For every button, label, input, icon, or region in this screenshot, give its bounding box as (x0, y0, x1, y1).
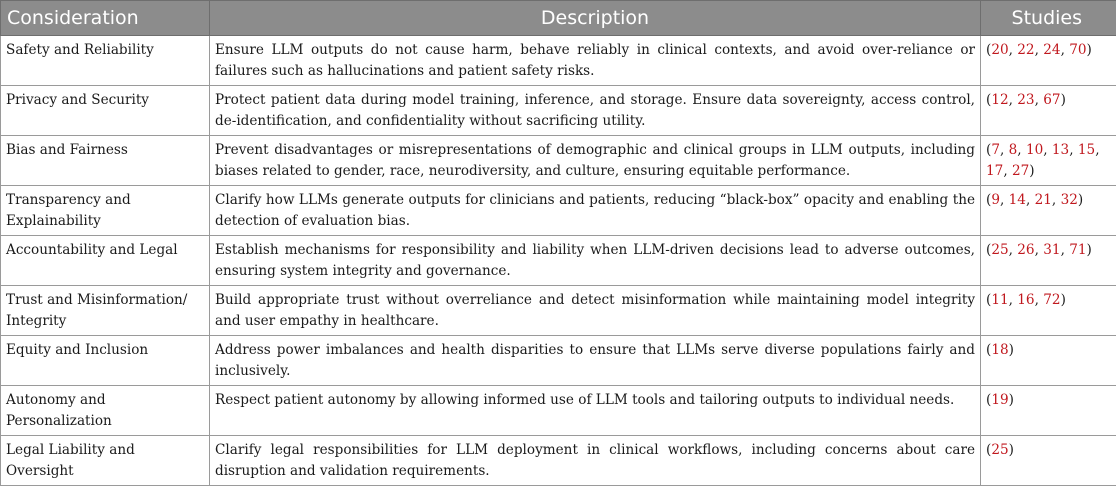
study-reference-link[interactable]: 10 (1026, 142, 1043, 158)
table-row (1, 236, 1116, 286)
study-reference-link[interactable]: 19 (991, 392, 1008, 408)
study-reference-link[interactable]: 23 (1017, 92, 1034, 108)
table-row (1, 36, 1116, 86)
consideration-cell: Legal Liability and Oversight (1, 436, 210, 486)
studies-cell: (20, 22, 24, 70) (981, 36, 1116, 86)
study-reference-link[interactable]: 9 (991, 192, 1000, 208)
consideration-cell: Accountability and Legal (1, 236, 210, 286)
study-reference-link[interactable]: 18 (991, 342, 1008, 358)
consideration-cell: Transparency and Explainability (1, 186, 210, 236)
table-row (1, 86, 1116, 136)
description-cell: Protect patient data during model training, inference, and storage. Ensure data sovereignty, access control, de-identification, and confidentiality without sacrificing utility. (210, 86, 981, 136)
study-reference-link[interactable]: 26 (1017, 242, 1034, 258)
studies-cell: (12, 23, 67) (981, 86, 1116, 136)
description-cell: Establish mechanisms for responsibility and liability when LLM-driven decisions lead to adverse outcomes, ensuring system integrity and governance. (210, 236, 981, 286)
consideration-cell: Privacy and Security (1, 86, 210, 136)
description-cell: Ensure LLM outputs do not cause harm, behave reliably in clinical contexts, and avoid over-reliance or failures such as hallucinations and patient safety risks. (210, 36, 981, 86)
study-reference-link[interactable]: 15 (1078, 142, 1095, 158)
table-row (1, 136, 1116, 186)
study-reference-link[interactable]: 72 (1043, 292, 1060, 308)
studies-cell: (19) (981, 386, 1116, 436)
study-reference-link[interactable]: 8 (1009, 142, 1018, 158)
consideration-cell: Safety and Reliability (1, 36, 210, 86)
studies-cell: (9, 14, 21, 32) (981, 186, 1116, 236)
study-reference-link[interactable]: 20 (991, 42, 1008, 58)
study-reference-link[interactable]: 14 (1009, 192, 1026, 208)
header-studies: Studies (981, 1, 1116, 36)
table-row (1, 336, 1116, 386)
table-row (1, 286, 1116, 336)
table-header (1, 1, 1116, 36)
study-reference-link[interactable]: 16 (1017, 292, 1034, 308)
consideration-cell: Trust and Misinformation/ Integrity (1, 286, 210, 336)
consideration-cell: Bias and Fairness (1, 136, 210, 186)
study-reference-link[interactable]: 24 (1043, 42, 1060, 58)
table-body (1, 36, 1116, 486)
description-cell: Clarify how LLMs generate outputs for clinicians and patients, reducing “black-box” opacity and enabling the detection of evaluation bias. (210, 186, 981, 236)
study-reference-link[interactable]: 70 (1069, 42, 1086, 58)
studies-cell: (7, 8, 10, 13, 15, 17, 27) (981, 136, 1116, 186)
studies-cell: (25, 26, 31, 71) (981, 236, 1116, 286)
studies-cell: (18) (981, 336, 1116, 386)
study-reference-link[interactable]: 67 (1043, 92, 1060, 108)
study-reference-link[interactable]: 17 (986, 163, 1003, 179)
study-reference-link[interactable]: 12 (991, 92, 1008, 108)
description-cell: Build appropriate trust without overreliance and detect misinformation while maintaining model integrity and user empathy in healthcare. (210, 286, 981, 336)
table-row (1, 186, 1116, 236)
header-description: Description (210, 1, 981, 36)
description-cell: Clarify legal responsibilities for LLM deployment in clinical workflows, including concerns about care disruption and validation requirements. (210, 436, 981, 486)
description-cell: Prevent disadvantages or misrepresentations of demographic and clinical groups in LLM outputs, including biases related to gender, race, neurodiversity, and culture, ensuring equitable performance. (210, 136, 981, 186)
study-reference-link[interactable]: 25 (991, 442, 1008, 458)
study-reference-link[interactable]: 71 (1069, 242, 1086, 258)
table-row (1, 436, 1116, 486)
consideration-cell: Autonomy and Personalization (1, 386, 210, 436)
header-row (1, 1, 1116, 36)
description-cell: Respect patient autonomy by allowing informed use of LLM tools and tailoring outputs to individual needs. (210, 386, 981, 436)
header-consideration: Consideration (1, 1, 210, 36)
study-reference-link[interactable]: 27 (1012, 163, 1029, 179)
study-reference-link[interactable]: 31 (1043, 242, 1060, 258)
study-reference-link[interactable]: 22 (1017, 42, 1034, 58)
studies-cell: (25) (981, 436, 1116, 486)
description-cell: Address power imbalances and health disparities to ensure that LLMs serve diverse populations fairly and inclusively. (210, 336, 981, 386)
studies-cell: (11, 16, 72) (981, 286, 1116, 336)
study-reference-link[interactable]: 21 (1035, 192, 1052, 208)
consideration-cell: Equity and Inclusion (1, 336, 210, 386)
study-reference-link[interactable]: 32 (1061, 192, 1078, 208)
study-reference-link[interactable]: 7 (991, 142, 1000, 158)
study-reference-link[interactable]: 25 (991, 242, 1008, 258)
study-reference-link[interactable]: 11 (991, 292, 1008, 308)
study-reference-link[interactable]: 13 (1052, 142, 1069, 158)
table-row (1, 386, 1116, 436)
